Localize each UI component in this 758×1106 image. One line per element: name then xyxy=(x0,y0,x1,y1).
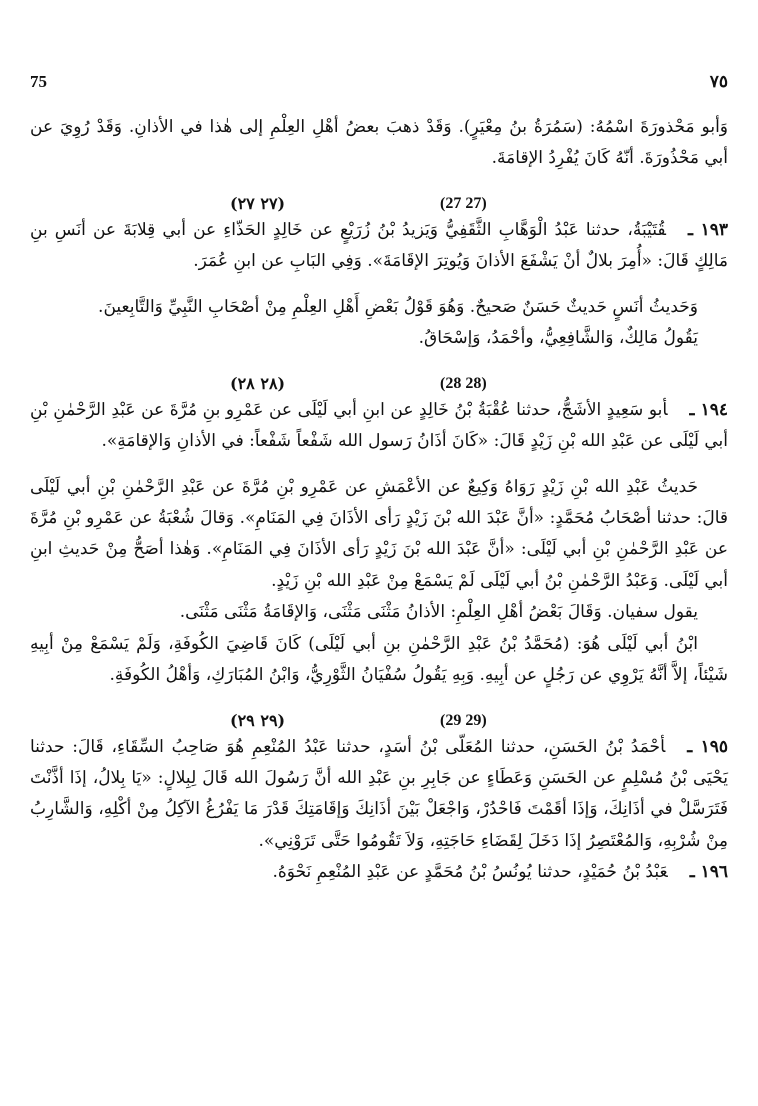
reference-line xyxy=(30,365,728,395)
reference-line xyxy=(30,185,728,215)
hadith-text: أبو سَعِيدٍ الأشَجُّ، حدثنا عُقْبَةُ بْنُ خَالِدٍ عن ابنِ أبي لَيْلَى عن عَمْرِو بنِ مُرَّةَ عن عَبْدِ الرَّحْمٰنِ بْنِ أبي لَيْلَى عن عَبْدِ الله بْنِ زَيْدٍ قَالَ: «كَانَ أذَانُ رَسول الله شَفْعاً شَفْعاً: في الأذانِ وَالإقامَةِ». xyxy=(30,399,728,452)
reference-arabic: (٢٨ ٢٨) xyxy=(230,373,286,393)
paragraph: وَأبو مَحْذورَةَ اسْمُهُ: (سَمُرَةُ بنُ مِعْيَرٍ). وَقَدْ ذهبَ بعضُ أهْلِ العِلْمِ إلى هٰذا في الأذانِ. وَقَدْ رُوِيَ عن أبي مَحْذُورَةَ. أنّهُ كَانَ يُفْرِدُ الإقامَةَ. xyxy=(30,117,729,169)
paragraph: يَقُولُ مَالِكٌ، وَالشَّافِعِيُّ، وأحْمَدُ، وَإسْحَاقُ. xyxy=(418,328,698,349)
hadith-193 xyxy=(30,215,728,278)
paragraph: وَحَديثُ أنَسٍ حَديثٌ حَسَنٌ صَحيحٌ. وَهُوَ قَوْلُ بَعْضِ أَهْلِ العِلْمِ مِنْ أصْحَابِ النَّبِيِّ وَالتَّابِعينَ. xyxy=(98,296,698,317)
reference-latin: (29 29) xyxy=(440,711,487,729)
page-body xyxy=(30,112,728,889)
reference-arabic: (٢٧ ٢٧) xyxy=(230,193,286,213)
hadith-text: أحْمَدُ بْنُ الحَسَنِ، حدثنا المُعَلّى بْنُ أسَدٍ، حدثنا عَبْدُ المُنْعِمِ هُوَ صَاحِبُ السِّقَاءِ، قَالَ: حدثنا يَحْيَى بْنُ مُسْلِمٍ عن الحَسَنِ وَعَطَاءٍ عن جَابِرِ بنِ عَبْدِ الله أنَّ رَسُولَ الله قَالَ لِبِلالٍ: «يَا بِلالُ، إذَا أذَّنْتَ فَتَرَسَّلْ في أذَانِكَ، وَإذَا أقَمْتَ فَاحْدُرْ، وَاجْعَلْ بَيْنَ أذَانِكَ وَإقَامَتِكَ قَدْرَ مَا يَفْرُغُ الآكِلُ مِنْ أكْلِهِ، وَالشَّارِبُ مِنْ شُرْبِهِ، وَالمُعْتَصِرُ إذَا دَخَلَ لِقَضَاءِ حَاجَتِهِ، وَلاَ تَقُومُوا حَتَّى تَرَوْنِي». xyxy=(30,736,728,851)
reference-line xyxy=(30,702,728,732)
reference-latin: (28 28) xyxy=(440,374,487,392)
hadith-number: ١٩٦ ـ xyxy=(689,862,728,883)
page-number-arabic: ٧٥ xyxy=(709,72,728,92)
page-number-latin: 75 xyxy=(30,72,47,91)
hadith-number: ١٩٣ ـ xyxy=(688,219,728,240)
hadith-text: عَبْدُ بْنُ حُمَيْدٍ، حدثنا يُونُسُ بْنُ مُحَمَّدٍ عن عَبْدِ المُنْعِمِ نَحْوَهُ. xyxy=(272,862,668,883)
hadith-text: قُتَيْبَةُ، حدثنا عَبْدُ الْوَهَّابِ الثَّقَفِيُّ وَيَزيدُ بْنُ زُرَيْعٍ عن خَالِدٍ الحَذّاءِ عن أبي قِلابَةَ عن أنَسِ بنِ مَالِكٍ قَالَ: «أُمِرَ بلالٌ أنْ يَشْفَعَ الأذانَ وَيُوتِرَ الإقَامَةَ». وَفِي البَابِ عن ابنِ عُمَرَ. xyxy=(30,219,728,272)
paragraph: حَديثُ عَبْدِ الله بْنِ زَيْدٍ رَوَاهُ وَكِيعٌ عن الأعْمَشِ عن عَمْرِو بْنِ مُرَّةَ عن عَبْدِ الرَّحْمٰنِ بْنِ أبي لَيْلَى قالَ: حدثنا أصْحَابُ مُحَمَّدٍ: «أنَّ عَبْدَ الله بْنَ زَيْدٍ رَأى الأذَانَ فِي المَنَامِ». وَقالَ شُعْبَةُ عن عَمْرِو بْنِ مُرَّةَ عن عَبْدِ الرَّحْمٰنِ بْنِ أبي لَيْلَى: «أنَّ عَبْدَ الله بْنَ زَيْدٍ رَأى الأذَانَ فِي المَنَامِ». وَهٰذا أصَحُّ مِنْ حَديثِ ابنِ أبي لَيْلَى. وَعَبْدُ الرَّحْمٰنِ بْنُ أبي لَيْلَى لَمْ يَسْمَعْ مِنْ عَبْدِ الله بْنِ زَيْدٍ. xyxy=(30,476,728,591)
hadith-number: ١٩٥ ـ xyxy=(687,736,728,757)
hadith-196 xyxy=(30,857,728,888)
hadith-194 xyxy=(30,395,728,458)
hadith-number: ١٩٤ ـ xyxy=(689,399,728,420)
reference-latin: (27 27) xyxy=(440,194,487,212)
paragraph: يقول سفيان. وَقَالَ بَعْضُ أهْلِ العِلْمِ: الأذانُ مَثْنَى مَثْنَى، وَالإقَامَةُ مَثْنَى مَثْنَى. xyxy=(179,602,698,623)
hadith-195 xyxy=(30,732,728,858)
paragraph: ابْنُ أبي لَيْلَى هُوَ: (مُحَمَّدُ بْنُ عَبْدِ الرَّحْمٰنِ بنِ أبي لَيْلَى) كَانَ قَاضِيَ الكُوفَةِ، وَلَمْ يَسْمَعْ مِنْ أبِيهِ شَيْئاً، إلاَّ أنَّهُ يَرْوِي عن رَجُلٍ عن أبِيهِ. وَبِهِ يَقُولُ سُفْيَانُ الثَّوْرِيُّ، وَابْنُ المُبَارَكِ، وَأهْلُ الكُوفَةِ. xyxy=(30,633,728,686)
reference-arabic: (٢٩ ٢٩) xyxy=(230,710,286,730)
